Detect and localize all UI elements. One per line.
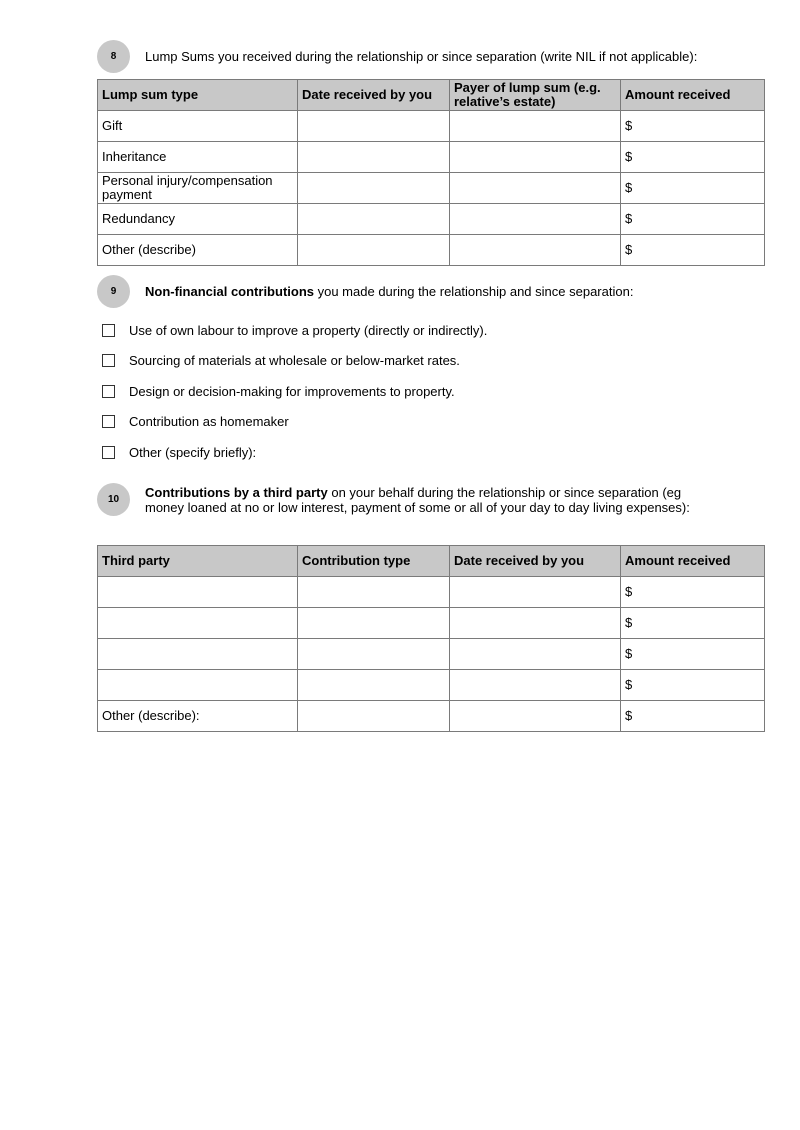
date-received-field[interactable] <box>298 235 450 266</box>
date-received-field[interactable] <box>298 173 450 204</box>
checkbox-label: Contribution as homemaker <box>129 414 289 430</box>
checkbox[interactable] <box>102 415 115 428</box>
section-number-badge: 9 <box>97 275 130 308</box>
amount-received-field[interactable]: $ <box>621 701 765 732</box>
table-row <box>98 204 765 235</box>
third-party-field[interactable] <box>98 670 298 701</box>
column-header: Date received by you <box>450 546 621 577</box>
checkbox[interactable] <box>102 385 115 398</box>
date-received-field[interactable] <box>450 577 621 608</box>
section-9-heading <box>97 275 633 308</box>
lump-sums-table <box>97 79 765 266</box>
date-received-field[interactable] <box>298 111 450 142</box>
table-header-row <box>98 546 765 577</box>
contribution-type-field[interactable] <box>298 577 450 608</box>
checkbox-label: Sourcing of materials at wholesale or below-market rates. <box>129 353 460 369</box>
section-10-instructions <box>145 485 710 515</box>
amount-received-field[interactable]: $ <box>621 577 765 608</box>
non-financial-checklist <box>102 315 487 468</box>
column-header: Contribution type <box>298 546 450 577</box>
column-header: Amount received <box>621 80 765 111</box>
amount-received-field[interactable]: $ <box>621 670 765 701</box>
checkbox[interactable] <box>102 354 115 367</box>
table-header-row <box>98 80 765 111</box>
table-row <box>98 608 765 639</box>
third-party-field[interactable] <box>98 639 298 670</box>
section-9-bold-label: Non-financial contributions <box>145 284 314 299</box>
table-row <box>98 639 765 670</box>
payer-field[interactable] <box>450 142 621 173</box>
lump-sum-type-cell: Personal injury/compensation payment <box>98 173 298 204</box>
date-received-field[interactable] <box>298 142 450 173</box>
checklist-item[interactable] <box>102 437 487 468</box>
third-party-field[interactable] <box>98 608 298 639</box>
contribution-type-field[interactable] <box>298 670 450 701</box>
amount-received-field[interactable]: $ <box>621 639 765 670</box>
contribution-type-field[interactable] <box>298 701 450 732</box>
column-header: Third party <box>98 546 298 577</box>
third-party-field[interactable]: Other (describe): <box>98 701 298 732</box>
lump-sum-type-cell: Gift <box>98 111 298 142</box>
payer-field[interactable] <box>450 173 621 204</box>
column-header: Date received by you <box>298 80 450 111</box>
lump-sum-type-cell: Inheritance <box>98 142 298 173</box>
amount-received-field[interactable]: $ <box>621 204 765 235</box>
column-header: Lump sum type <box>98 80 298 111</box>
amount-received-field[interactable]: $ <box>621 235 765 266</box>
section-10-bold-label: Contributions by a third party <box>145 485 328 500</box>
section-number-badge: 10 <box>97 483 130 516</box>
checklist-item[interactable] <box>102 407 487 438</box>
date-received-field[interactable] <box>450 701 621 732</box>
payer-field[interactable] <box>450 204 621 235</box>
section-9-instructions <box>145 284 633 299</box>
column-header: Amount received <box>621 546 765 577</box>
third-party-field[interactable] <box>98 577 298 608</box>
section-9-text: you made during the relationship and since separation: <box>314 284 634 299</box>
table-row <box>98 577 765 608</box>
section-10-heading <box>97 483 710 516</box>
column-header: Payer of lump sum (e.g. relative’s estate) <box>450 80 621 111</box>
section-number-badge: 8 <box>97 40 130 73</box>
date-received-field[interactable] <box>450 608 621 639</box>
third-party-table <box>97 545 765 732</box>
amount-received-field[interactable]: $ <box>621 608 765 639</box>
table-row <box>98 173 765 204</box>
date-received-field[interactable] <box>450 670 621 701</box>
table-row <box>98 670 765 701</box>
lump-sum-type-cell: Redundancy <box>98 204 298 235</box>
payer-field[interactable] <box>450 235 621 266</box>
checkbox-label: Use of own labour to improve a property (directly or indirectly). <box>129 322 488 338</box>
checkbox[interactable] <box>102 446 115 459</box>
table-row <box>98 142 765 173</box>
amount-received-field[interactable]: $ <box>621 173 765 204</box>
checkbox-label: Other (specify briefly): <box>129 444 257 460</box>
contribution-type-field[interactable] <box>298 639 450 670</box>
lump-sum-type-cell: Other (describe) <box>98 235 298 266</box>
table-row <box>98 111 765 142</box>
date-received-field[interactable] <box>298 204 450 235</box>
checklist-item[interactable] <box>102 376 487 407</box>
amount-received-field[interactable]: $ <box>621 111 765 142</box>
amount-received-field[interactable]: $ <box>621 142 765 173</box>
table-row <box>98 235 765 266</box>
section-8-instructions: Lump Sums you received during the relationship or since separation (write NIL if not applicable): <box>145 49 698 64</box>
date-received-field[interactable] <box>450 639 621 670</box>
contribution-type-field[interactable] <box>298 608 450 639</box>
checklist-item[interactable] <box>102 315 487 346</box>
section-10-text: on your behalf during the relationship or since separation (eg money loaned at no or low interest, payment of some or all of your day to day living expenses): <box>145 485 690 515</box>
checkbox-label: Design or decision-making for improvements to property. <box>129 383 455 399</box>
table-row <box>98 701 765 732</box>
section-8-heading <box>97 40 697 73</box>
checkbox[interactable] <box>102 324 115 337</box>
payer-field[interactable] <box>450 111 621 142</box>
checklist-item[interactable] <box>102 346 487 377</box>
